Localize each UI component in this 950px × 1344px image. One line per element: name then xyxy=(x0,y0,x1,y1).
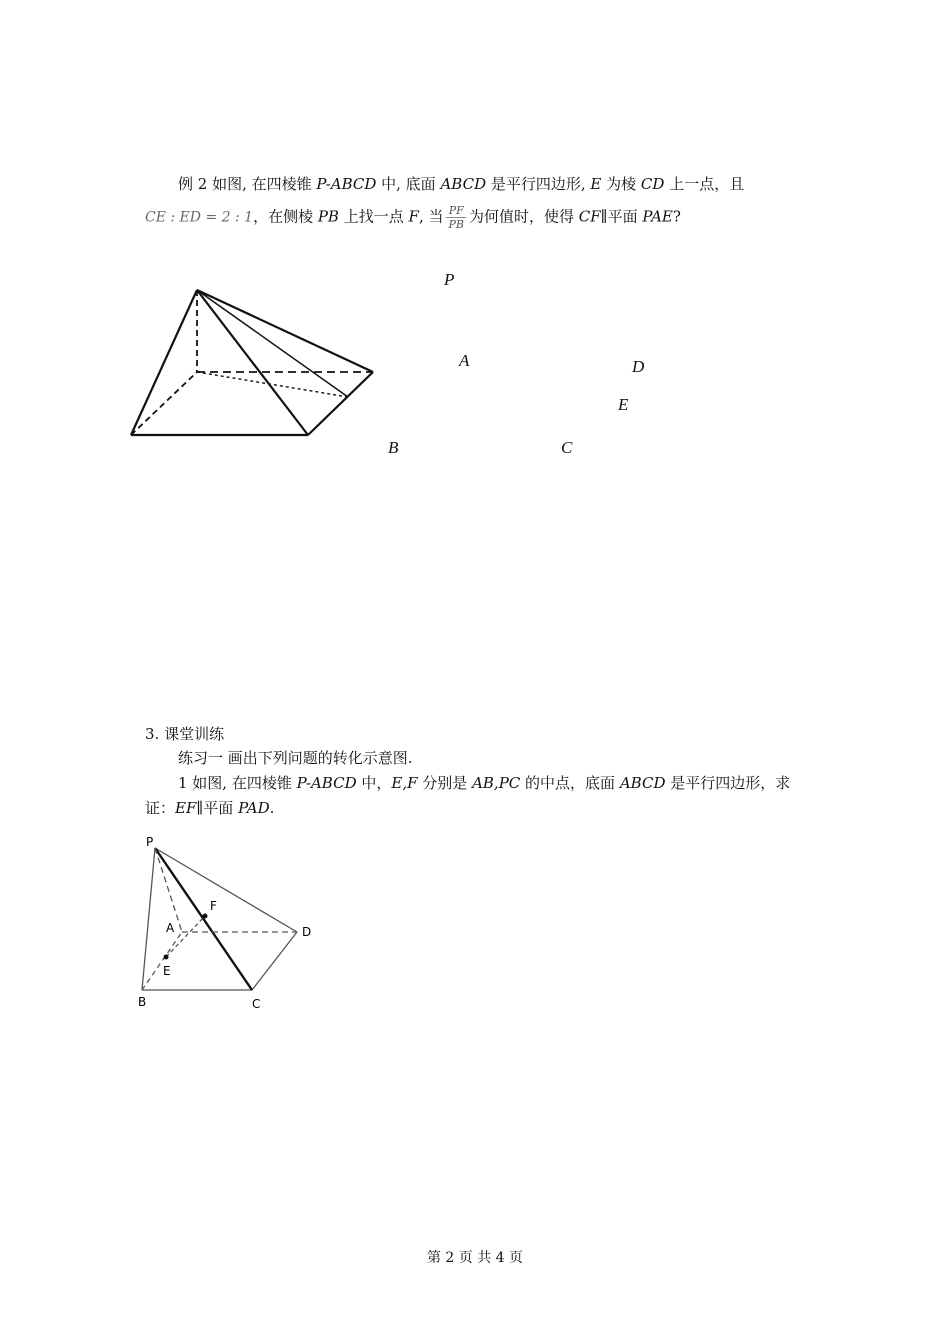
text: 1 如图, 在四棱锥 xyxy=(178,774,297,792)
exercise-title: 练习一 画出下列问题的转化示意图. xyxy=(178,749,413,767)
text: ? xyxy=(672,207,681,226)
fig-label-c: C xyxy=(252,997,261,1011)
fig-label-p: P xyxy=(146,835,154,849)
point-f xyxy=(203,914,208,919)
math: PAE xyxy=(642,207,673,226)
text: 分别是 xyxy=(417,774,473,792)
edge-pb xyxy=(197,290,308,435)
text: 上找一点 xyxy=(338,207,409,226)
label-e: E xyxy=(618,395,629,414)
edge-pb xyxy=(142,848,155,990)
text: 例 2 如图, 在四棱锥 xyxy=(178,175,317,193)
text: 上一点，且 xyxy=(664,175,745,193)
hidden-edge-left xyxy=(131,372,197,435)
text: ∥平面 xyxy=(196,799,239,817)
edge-pa xyxy=(131,290,197,435)
hidden-edge-ab xyxy=(142,932,182,990)
math: P-ABCD xyxy=(316,175,377,193)
point-e xyxy=(164,955,169,960)
math: EF xyxy=(175,799,197,817)
text: ∥平面 xyxy=(600,207,643,226)
page-footer: 第 2 页 共 4 页 xyxy=(426,1250,524,1266)
label-c: C xyxy=(561,438,573,457)
text: 中， xyxy=(356,774,392,792)
edge-pe xyxy=(197,290,348,397)
math: ABCD xyxy=(440,175,487,193)
edge-cd xyxy=(252,932,297,990)
hidden-edge-pa xyxy=(155,848,182,932)
math: CD xyxy=(640,175,665,193)
fig-label-e: E xyxy=(163,964,171,978)
math: AB,PC xyxy=(472,774,521,792)
label-a: A xyxy=(459,351,470,370)
math: PB xyxy=(317,207,339,226)
fig-label-d: D xyxy=(302,925,312,939)
text: 为何值时，使得 xyxy=(468,207,579,226)
math: P-ABCD xyxy=(296,774,357,792)
text: 是平行四边形, xyxy=(486,175,591,193)
edge-pd xyxy=(197,290,373,372)
label-d: D xyxy=(632,357,645,376)
math: E,F xyxy=(391,774,418,792)
text: 的中点，底面 xyxy=(520,774,620,792)
hidden-edge-ae xyxy=(197,372,348,397)
section-heading: 3. 课堂训练 xyxy=(145,725,225,743)
fraction-numerator: PF xyxy=(446,204,466,218)
math: CF xyxy=(578,207,601,226)
text: 证： xyxy=(145,799,176,817)
edge-pd xyxy=(155,848,297,932)
text: , 当 xyxy=(418,207,444,226)
pyramid-figure-1 xyxy=(125,280,385,460)
text: 是平行四边形，求 xyxy=(665,774,791,792)
fraction-pf-pb xyxy=(446,204,466,231)
fig-label-f: F xyxy=(210,899,217,913)
text: ，在侧棱 xyxy=(253,207,318,226)
edge-bc xyxy=(308,372,373,435)
label-p: P xyxy=(444,270,455,289)
label-b: B xyxy=(388,438,399,457)
problem1-line1 xyxy=(178,771,790,795)
fig-label-a: A xyxy=(166,921,175,935)
math: PAD xyxy=(238,799,270,817)
text: 为棱 xyxy=(601,175,641,193)
fig-label-b: B xyxy=(138,995,147,1009)
text: . xyxy=(269,799,275,817)
math: ABCD xyxy=(619,774,666,792)
example2-line1 xyxy=(178,172,744,196)
text: 中, 底面 xyxy=(376,175,441,193)
pyramid-figure-2 xyxy=(132,828,332,1018)
problem1-line2 xyxy=(145,796,274,820)
math: F xyxy=(408,207,419,226)
fraction-denominator: PB xyxy=(448,218,464,231)
ratio-expression: CE : ED = 2 : 1 xyxy=(145,209,254,226)
example2-line2 xyxy=(145,204,681,231)
math: E xyxy=(590,175,602,193)
